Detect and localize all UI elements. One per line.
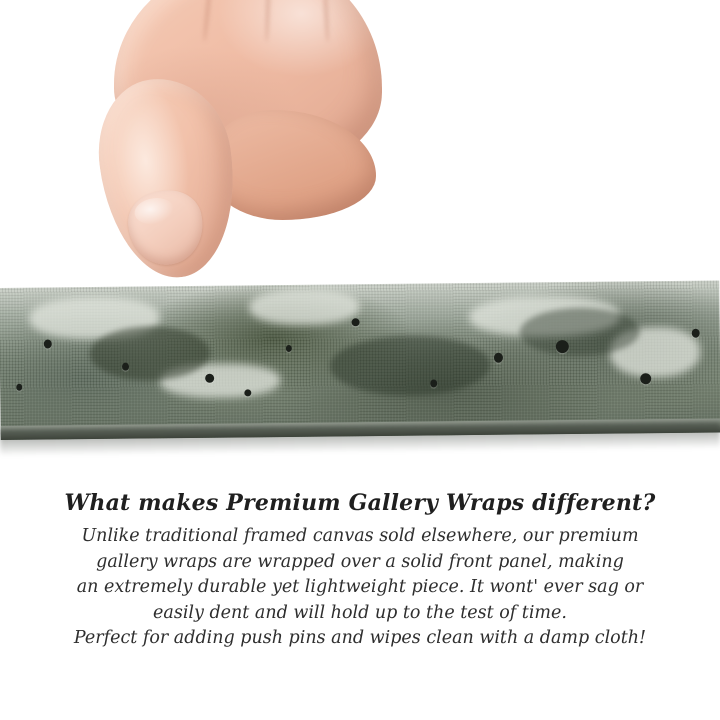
canvas-speck <box>244 389 251 396</box>
canvas-speck <box>430 379 437 387</box>
canvas-speck <box>556 340 569 353</box>
canvas-speck <box>122 363 129 371</box>
thumbnail <box>124 186 208 270</box>
knuckle-crease-icon <box>322 0 329 42</box>
knuckle-crease-icon <box>202 0 213 42</box>
caption-line: gallery wraps are wrapped over a solid front panel, making <box>96 551 624 572</box>
canvas-speck <box>692 329 700 338</box>
canvas-speck <box>352 318 360 326</box>
caption-line: an extremely durable yet lightweight piece. It wont' ever sag or <box>76 577 644 598</box>
caption-line: easily dent and will hold up to the test of time. <box>153 602 567 623</box>
canvas-speck <box>494 353 503 363</box>
knuckle-crease-icon <box>265 0 272 42</box>
caption-line: Perfect for adding push pins and wipes clean with a damp cloth! <box>73 628 647 649</box>
canvas-texture-mottle <box>330 335 491 397</box>
canvas-wrap-edge <box>0 280 720 440</box>
canvas-texture-patch <box>249 288 359 325</box>
canvas-speck <box>205 374 214 383</box>
caption-title: What makes Premium Gallery Wraps different? <box>64 490 656 516</box>
hand-pressing-thumb <box>96 0 396 300</box>
canvas-speck <box>44 339 52 348</box>
caption-block <box>0 490 720 652</box>
canvas-speck <box>286 345 292 352</box>
canvas-speck <box>16 384 22 391</box>
caption-body <box>50 524 670 652</box>
canvas-speck <box>640 373 651 384</box>
caption-line: Unlike traditional framed canvas sold elsewhere, our premium <box>81 526 639 546</box>
